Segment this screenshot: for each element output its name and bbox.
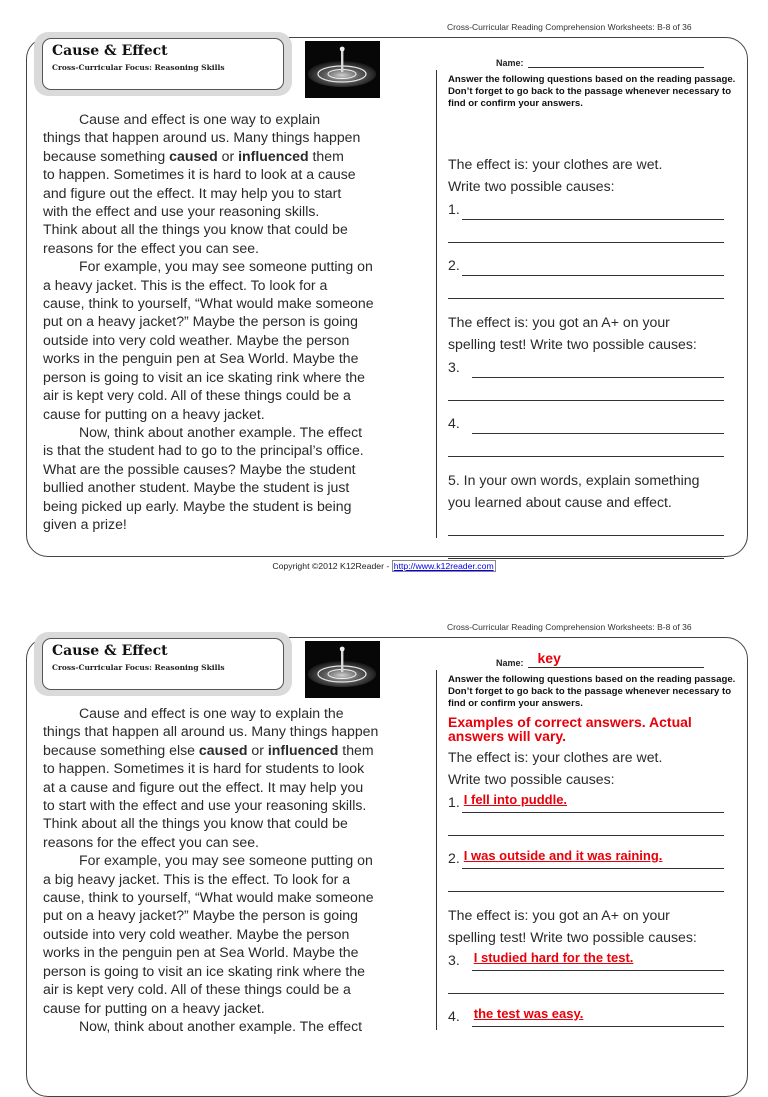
- passage-line: cause for putting on a heavy jacket.: [43, 405, 265, 422]
- passage-line: put on a heavy jacket?” Maybe the person is going: [43, 907, 358, 924]
- instructions: Answer the following questions based on the reading passage. Don’t forget to go back to the passage whenever necessary to find or confirm your answers.: [448, 74, 736, 110]
- passage-line: person is going to visit an ice skating rink where the: [43, 962, 365, 979]
- question-1-effect: The effect is: your clothes are wet.: [448, 748, 663, 765]
- question-5-line-2: you learned about cause and effect.: [448, 494, 672, 511]
- answer-2-line[interactable]: [462, 847, 724, 869]
- answer-3-line-2[interactable]: [448, 378, 724, 401]
- passage-line: What are the possible causes? Maybe the student: [43, 460, 356, 477]
- passage-line: being picked up early. Maybe the student is being: [43, 497, 352, 514]
- name-value: key: [537, 650, 561, 666]
- passage-line: because something else caused or influenced them: [43, 741, 374, 758]
- passage-line: Now, think about another example. The effect: [79, 1017, 363, 1034]
- water-drop-image: [305, 641, 380, 698]
- question-2: [448, 254, 740, 299]
- name-field[interactable]: [528, 56, 704, 68]
- passage-line: cause, think to yourself, “What would make someone: [43, 295, 374, 312]
- answer-key-page: [0, 600, 768, 1034]
- question-3: [448, 311, 740, 401]
- page-footer: [0, 561, 768, 571]
- passage-line: things that happen all around us. Many things happen: [43, 723, 379, 740]
- passage-line: because something caused or influenced them: [43, 147, 344, 164]
- passage-line: outside into very cold weather. Maybe the person: [43, 331, 350, 348]
- passage-line: For example, you may see someone putting on: [79, 258, 373, 275]
- question-3: [448, 904, 740, 994]
- question-4: [448, 1005, 740, 1028]
- answer-2-row: [448, 254, 740, 277]
- questions-column: [448, 54, 740, 559]
- worksheet-subtitle: Cross-Curricular Focus: Reasoning Skills: [52, 63, 225, 72]
- answer-5-line-2[interactable]: [448, 536, 724, 559]
- answer-3-number: 3.: [448, 951, 460, 968]
- water-drop-image: [305, 41, 380, 98]
- answer-5-line-1[interactable]: [448, 514, 724, 537]
- answer-4-number: 4.: [448, 414, 460, 431]
- answer-1-line[interactable]: [462, 791, 724, 813]
- answer-key-note: Examples of correct answers. Actual answers will vary.: [448, 713, 692, 745]
- column-divider: [436, 70, 437, 538]
- passage-line: a heavy jacket. This is the effect. To look for a: [43, 276, 328, 293]
- answer-4-line[interactable]: [472, 418, 724, 434]
- passage-line: air is kept very cold. All of these things could be a: [43, 387, 351, 404]
- answer-1-number: 1.: [448, 200, 460, 217]
- answer-3-number: 3.: [448, 358, 460, 375]
- answer-1-value: I fell into puddle.: [463, 791, 568, 807]
- passage-line: Think about all the things you know that could be: [43, 815, 348, 832]
- passage-line: Now, think about another example. The effect: [79, 423, 363, 440]
- answer-1-number: 1.: [448, 793, 460, 810]
- instructions: Answer the following questions based on the reading passage. Don’t forget to go back to the passage whenever necessary to find or confirm your answers.: [448, 674, 736, 710]
- answer-4-line-2[interactable]: [448, 434, 724, 457]
- passage-line: cause, think to yourself, “What would make someone: [43, 889, 374, 906]
- passage-line: with the effect and use your reasoning skills.: [43, 203, 320, 220]
- answer-1-line[interactable]: [462, 204, 724, 220]
- title-box: [42, 38, 284, 90]
- question-5: [448, 469, 740, 559]
- column-divider: [436, 670, 437, 1030]
- question-3-effect: The effect is: you got an A+ on your: [448, 313, 670, 330]
- passage-line: given a prize!: [43, 515, 127, 532]
- name-field[interactable]: [528, 650, 704, 668]
- answer-3-value: I studied hard for the test.: [473, 949, 634, 965]
- reading-passage: [43, 110, 411, 533]
- passage-line: at a cause and figure out the effect. It may help you: [43, 778, 364, 795]
- answer-4-value: the test was easy.: [473, 1005, 584, 1021]
- name-row: [496, 650, 740, 668]
- passage-line: For example, you may see someone putting on: [79, 852, 373, 869]
- question-1: [448, 153, 740, 243]
- answer-3-row: [448, 356, 740, 379]
- k12reader-link[interactable]: http://www.k12reader.com: [393, 561, 494, 571]
- answer-3-line-2[interactable]: [448, 971, 724, 994]
- question-1: [448, 746, 740, 836]
- passage-line: works in the penguin pen at Sea World. Maybe the: [43, 944, 359, 961]
- passage-line: Cause and effect is one way to explain the: [79, 705, 344, 721]
- answer-3-line[interactable]: [472, 949, 724, 971]
- answer-3-row: [448, 949, 740, 972]
- passage-line: bullied another student. Maybe the student is just: [43, 479, 350, 496]
- question-1-prompt: Write two possible causes:: [448, 178, 615, 195]
- question-3-prompt: spelling test! Write two possible causes:: [448, 336, 697, 353]
- worksheet-title: Cause & Effect: [52, 43, 168, 59]
- answer-4-line[interactable]: [472, 1005, 724, 1027]
- answer-2-number: 2.: [448, 256, 460, 273]
- passage-line: to start with the effect and use your reasoning skills.: [43, 797, 367, 814]
- passage-line: put on a heavy jacket?” Maybe the person is going: [43, 313, 358, 330]
- name-row: [496, 54, 740, 68]
- worksheet-title: Cause & Effect: [52, 643, 168, 659]
- passage-line: is that the student had to go to the principal’s office.: [43, 442, 364, 459]
- copyright-text: Copyright ©2012 K12Reader -: [272, 561, 392, 571]
- answer-2-number: 2.: [448, 849, 460, 866]
- passage-line: things that happen around us. Many things happen: [43, 129, 361, 146]
- passage-line: person is going to visit an ice skating rink where the: [43, 368, 365, 385]
- reading-passage: [43, 704, 411, 1035]
- answer-2-value: I was outside and it was raining.: [463, 847, 663, 863]
- page-header-note: Cross-Curricular Reading Comprehension Worksheets: B-8 of 36: [447, 622, 692, 632]
- page-header-note: Cross-Curricular Reading Comprehension Worksheets: B-8 of 36: [447, 22, 692, 32]
- answer-4-row: [448, 412, 740, 435]
- passage-line: Think about all the things you know that could be: [43, 221, 348, 238]
- passage-line: reasons for the effect you can see.: [43, 833, 259, 850]
- answer-3-line[interactable]: [472, 362, 724, 378]
- passage-line: a big heavy jacket. This is the effect. To look for a: [43, 870, 351, 887]
- question-2: [448, 847, 740, 892]
- answer-1-line-2[interactable]: [448, 813, 724, 836]
- answer-1-row: [448, 791, 740, 814]
- question-4: [448, 412, 740, 457]
- passage-line: outside into very cold weather. Maybe the person: [43, 925, 350, 942]
- passage-line: works in the penguin pen at Sea World. Maybe the: [43, 350, 359, 367]
- question-5-line-1: 5. In your own words, explain something: [448, 471, 700, 488]
- questions-column: [448, 650, 740, 1027]
- question-1-effect: The effect is: your clothes are wet.: [448, 155, 663, 172]
- question-3-prompt: spelling test! Write two possible causes:: [448, 929, 697, 946]
- question-3-effect: The effect is: you got an A+ on your: [448, 906, 670, 923]
- answer-1-row: [448, 198, 740, 221]
- answer-2-line[interactable]: [462, 260, 724, 276]
- passage-line: and figure out the effect. It may help you to start: [43, 184, 342, 201]
- answer-2-row: [448, 847, 740, 870]
- answer-1-line-2[interactable]: [448, 220, 724, 243]
- passage-line: cause for putting on a heavy jacket.: [43, 999, 265, 1016]
- passage-line: Cause and effect is one way to explain: [79, 111, 321, 127]
- passage-line: to happen. Sometimes it is hard to look at a cause: [43, 166, 356, 183]
- passage-line: to happen. Sometimes it is hard for students to look: [43, 760, 365, 777]
- passage-line: air is kept very cold. All of these things could be a: [43, 981, 351, 998]
- name-label: Name:: [496, 58, 524, 68]
- question-1-prompt: Write two possible causes:: [448, 771, 615, 788]
- answer-4-number: 4.: [448, 1007, 460, 1024]
- worksheet-subtitle: Cross-Curricular Focus: Reasoning Skills: [52, 663, 225, 672]
- answer-4-row: [448, 1005, 740, 1028]
- title-box: [42, 638, 284, 690]
- name-label: Name:: [496, 658, 524, 668]
- answer-2-line-2[interactable]: [448, 276, 724, 299]
- answer-2-line-2[interactable]: [448, 869, 724, 892]
- passage-line: reasons for the effect you can see.: [43, 239, 259, 256]
